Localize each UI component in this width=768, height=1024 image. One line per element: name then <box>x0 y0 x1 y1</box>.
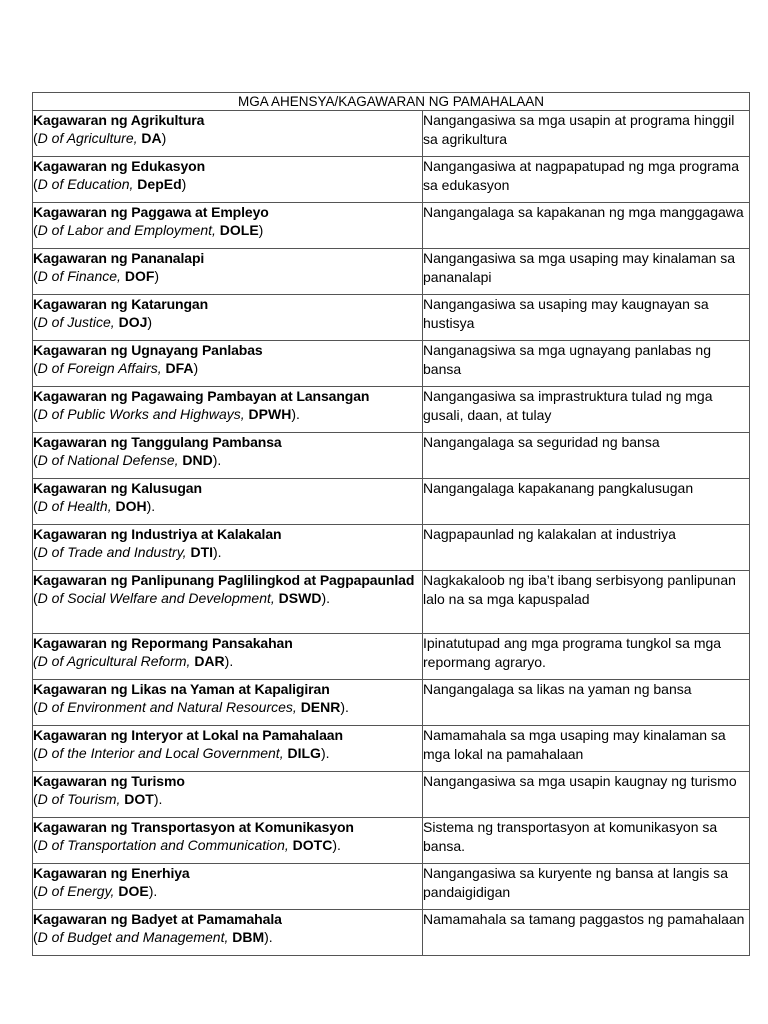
english-open: ( <box>33 929 38 945</box>
function-cell: Nangangasiwa sa mga usapin kaugnay ng turismo <box>423 772 750 818</box>
department-cell <box>33 634 423 680</box>
english-open: ( <box>33 268 38 284</box>
department-cell <box>33 203 423 249</box>
department-cell <box>33 726 423 772</box>
english-close: ). <box>320 745 330 761</box>
table-row <box>33 157 750 203</box>
department-name: Kagawaran ng Panlipunang Paglilingkod at Pagpapaunlad <box>33 572 415 588</box>
english-close: ). <box>153 791 163 807</box>
department-english <box>33 267 422 285</box>
department-abbreviation: DOE <box>118 883 149 899</box>
english-open: ( <box>33 360 38 376</box>
function-cell: Nangangasiwa sa mga usaping may kinalaman sa pananalapi <box>423 249 750 295</box>
department-cell <box>33 818 423 864</box>
department-abbreviation: DND <box>182 452 213 468</box>
english-close: ). <box>148 883 158 899</box>
table-row <box>33 525 750 571</box>
department-name: Kagawaran ng Katarungan <box>33 296 209 312</box>
function-cell: Nangangasiwa sa imprastruktura tulad ng mga gusali, daan, at tulay <box>423 387 750 433</box>
english-close: ). <box>321 590 330 606</box>
english-name: D of Budget and Management, <box>37 929 233 945</box>
table-row <box>33 249 750 295</box>
english-open: ( <box>33 176 38 192</box>
department-abbreviation: DOF <box>124 268 155 284</box>
department-english <box>33 221 422 239</box>
table-row <box>33 726 750 772</box>
function-cell: Nanganagsiwa sa mga ugnayang panlabas ng bansa <box>423 341 750 387</box>
table-row <box>33 634 750 680</box>
department-cell <box>33 157 423 203</box>
english-close: ) <box>258 222 264 238</box>
english-name: D of Energy, <box>37 883 119 899</box>
department-english <box>33 790 422 808</box>
table-row <box>33 203 750 249</box>
department-name: Kagawaran ng Agrikultura <box>33 112 205 128</box>
department-abbreviation: DILG <box>287 745 321 761</box>
department-english <box>33 129 422 147</box>
english-close: ). <box>213 544 222 560</box>
department-english <box>33 589 422 607</box>
english-close: ). <box>146 498 156 514</box>
english-name: (D of Agricultural Reform, <box>33 653 195 669</box>
department-cell <box>33 525 423 571</box>
function-cell: Nangangalaga sa kapakanan ng mga manggagawa <box>423 203 750 249</box>
department-name: Kagawaran ng Tanggulang Pambansa <box>33 434 282 450</box>
department-english <box>33 405 422 423</box>
table-row <box>33 571 750 634</box>
english-close: ). <box>224 653 234 669</box>
department-abbreviation: DSWD <box>278 590 322 606</box>
department-abbreviation: DOTC <box>292 837 333 853</box>
department-abbreviation: DFA <box>165 360 194 376</box>
english-close: ) <box>161 130 167 146</box>
department-name: Kagawaran ng Likas na Yaman at Kapaligiran <box>33 681 330 697</box>
department-abbreviation: DBM <box>232 929 265 945</box>
table-row <box>33 479 750 525</box>
department-name: Kagawaran ng Edukasyon <box>33 158 206 174</box>
function-cell: Nangangasiwa sa mga usapin at programa hinggil sa agrikultura <box>423 111 750 157</box>
english-open: ( <box>33 837 38 853</box>
english-name: D of the Interior and Local Government, <box>37 745 288 761</box>
function-cell: Nagkakaloob ng iba’t ibang serbisyong panlipunan lalo na sa mga kapuspalad <box>423 571 750 634</box>
table-row <box>33 680 750 726</box>
table-row <box>33 910 750 956</box>
english-close: ). <box>332 837 341 853</box>
function-cell: Nangangalaga sa seguridad ng bansa <box>423 433 750 479</box>
english-name: D of Foreign Affairs, <box>37 360 166 376</box>
table-title: MGA AHENSYA/KAGAWARAN NG PAMAHALAAN <box>33 93 750 111</box>
english-close: ) <box>154 268 160 284</box>
table-row <box>33 387 750 433</box>
department-english <box>33 652 422 670</box>
department-abbreviation: DPWH <box>248 406 292 422</box>
department-cell <box>33 571 423 634</box>
department-english <box>33 359 422 377</box>
department-english <box>33 175 422 193</box>
english-open: ( <box>33 544 38 560</box>
department-abbreviation: DTI <box>190 544 214 560</box>
table-row <box>33 772 750 818</box>
department-english <box>33 698 422 716</box>
department-cell <box>33 341 423 387</box>
department-name: Kagawaran ng Enerhiya <box>33 865 190 881</box>
table-row <box>33 864 750 910</box>
department-cell <box>33 433 423 479</box>
department-name: Kagawaran ng Turismo <box>33 773 185 789</box>
department-english <box>33 451 422 469</box>
department-abbreviation: DOJ <box>118 314 148 330</box>
english-name: D of Social Welfare and Development, <box>37 590 279 606</box>
department-abbreviation: DAR <box>194 653 225 669</box>
department-abbreviation: DA <box>141 130 162 146</box>
department-name: Kagawaran ng Ugnayang Panlabas <box>33 342 263 358</box>
function-cell: Sistema ng transportasyon at komunikasyon sa bansa. <box>423 818 750 864</box>
english-name: D of National Defense, <box>37 452 183 468</box>
function-cell: Ipinatutupad ang mga programa tungkol sa mga repormang agraryo. <box>423 634 750 680</box>
department-abbreviation: DOLE <box>219 222 259 238</box>
english-close: ) <box>193 360 199 376</box>
department-cell <box>33 864 423 910</box>
english-name: D of Tourism, <box>37 791 125 807</box>
english-open: ( <box>33 883 38 899</box>
english-open: ( <box>33 314 38 330</box>
english-close: ). <box>212 452 222 468</box>
english-close: ) <box>181 176 187 192</box>
department-cell <box>33 479 423 525</box>
department-name: Kagawaran ng Repormang Pansakahan <box>33 635 293 651</box>
function-cell: Nagpapaunlad ng kalakalan at industriya <box>423 525 750 571</box>
department-abbreviation: DepEd <box>137 176 182 192</box>
english-close: ) <box>147 314 153 330</box>
department-name: Kagawaran ng Transportasyon at Komunikasyon <box>33 819 354 835</box>
english-name: D of Labor and Employment, <box>37 222 220 238</box>
department-abbreviation: DENR <box>300 699 341 715</box>
english-open: ( <box>33 791 38 807</box>
department-cell <box>33 772 423 818</box>
department-cell <box>33 680 423 726</box>
table-row <box>33 341 750 387</box>
department-name: Kagawaran ng Kalusugan <box>33 480 202 496</box>
table-row <box>33 433 750 479</box>
english-name: D of Environment and Natural Resources, <box>37 699 301 715</box>
english-name: D of Health, <box>37 498 116 514</box>
department-english <box>33 497 422 515</box>
english-open: ( <box>33 745 38 761</box>
english-close: ). <box>291 406 300 422</box>
english-open: ( <box>33 498 38 514</box>
department-english <box>33 744 422 762</box>
agencies-table <box>32 92 750 956</box>
department-cell <box>33 387 423 433</box>
department-abbreviation: DOT <box>124 791 154 807</box>
english-open: ( <box>33 452 38 468</box>
function-cell: Namamahala sa mga usaping may kinalaman sa mga lokal na pamahalaan <box>423 726 750 772</box>
table-header-row <box>33 93 750 111</box>
english-open: ( <box>33 590 38 606</box>
english-open: ( <box>33 406 38 422</box>
table-body <box>33 111 750 956</box>
department-name: Kagawaran ng Pananalapi <box>33 250 205 266</box>
department-cell <box>33 249 423 295</box>
function-cell: Nangangalaga sa likas na yaman ng bansa <box>423 680 750 726</box>
department-abbreviation: DOH <box>115 498 147 514</box>
department-cell <box>33 111 423 157</box>
function-cell: Nangangasiwa sa usaping may kaugnayan sa hustisya <box>423 295 750 341</box>
function-cell: Namamahala sa tamang paggastos ng pamahalaan <box>423 910 750 956</box>
department-name: Kagawaran ng Interyor at Lokal na Pamahalaan <box>33 727 343 743</box>
department-cell <box>33 910 423 956</box>
department-name: Kagawaran ng Badyet at Pamamahala <box>33 911 282 927</box>
department-english <box>33 543 422 561</box>
function-cell: Nangangalaga kapakanang pangkalusugan <box>423 479 750 525</box>
english-open: ( <box>33 222 38 238</box>
english-close: ). <box>340 699 349 715</box>
department-name: Kagawaran ng Industriya at Kalakalan <box>33 526 282 542</box>
english-open: ( <box>33 699 38 715</box>
function-cell: Nangangasiwa at nagpapatupad ng mga programa sa edukasyon <box>423 157 750 203</box>
english-name: D of Transportation and Communication, <box>37 837 293 853</box>
table-row <box>33 818 750 864</box>
english-open: ( <box>33 130 38 146</box>
english-name: D of Education, <box>37 176 138 192</box>
department-english <box>33 836 422 854</box>
table-row <box>33 111 750 157</box>
department-name: Kagawaran ng Pagawaing Pambayan at Lansangan <box>33 388 370 404</box>
department-english <box>33 313 422 331</box>
table-row <box>33 295 750 341</box>
english-name: D of Trade and Industry, <box>37 544 191 560</box>
function-cell: Nangangasiwa sa kuryente ng bansa at langis sa pandaigidigan <box>423 864 750 910</box>
department-english <box>33 882 422 900</box>
english-name: D of Finance, <box>37 268 125 284</box>
english-name: D of Public Works and Highways, <box>37 406 249 422</box>
department-english <box>33 928 422 946</box>
department-cell <box>33 295 423 341</box>
english-name: D of Justice, <box>37 314 119 330</box>
english-name: D of Agriculture, <box>37 130 142 146</box>
department-name: Kagawaran ng Paggawa at Empleyo <box>33 204 269 220</box>
english-close: ). <box>264 929 273 945</box>
